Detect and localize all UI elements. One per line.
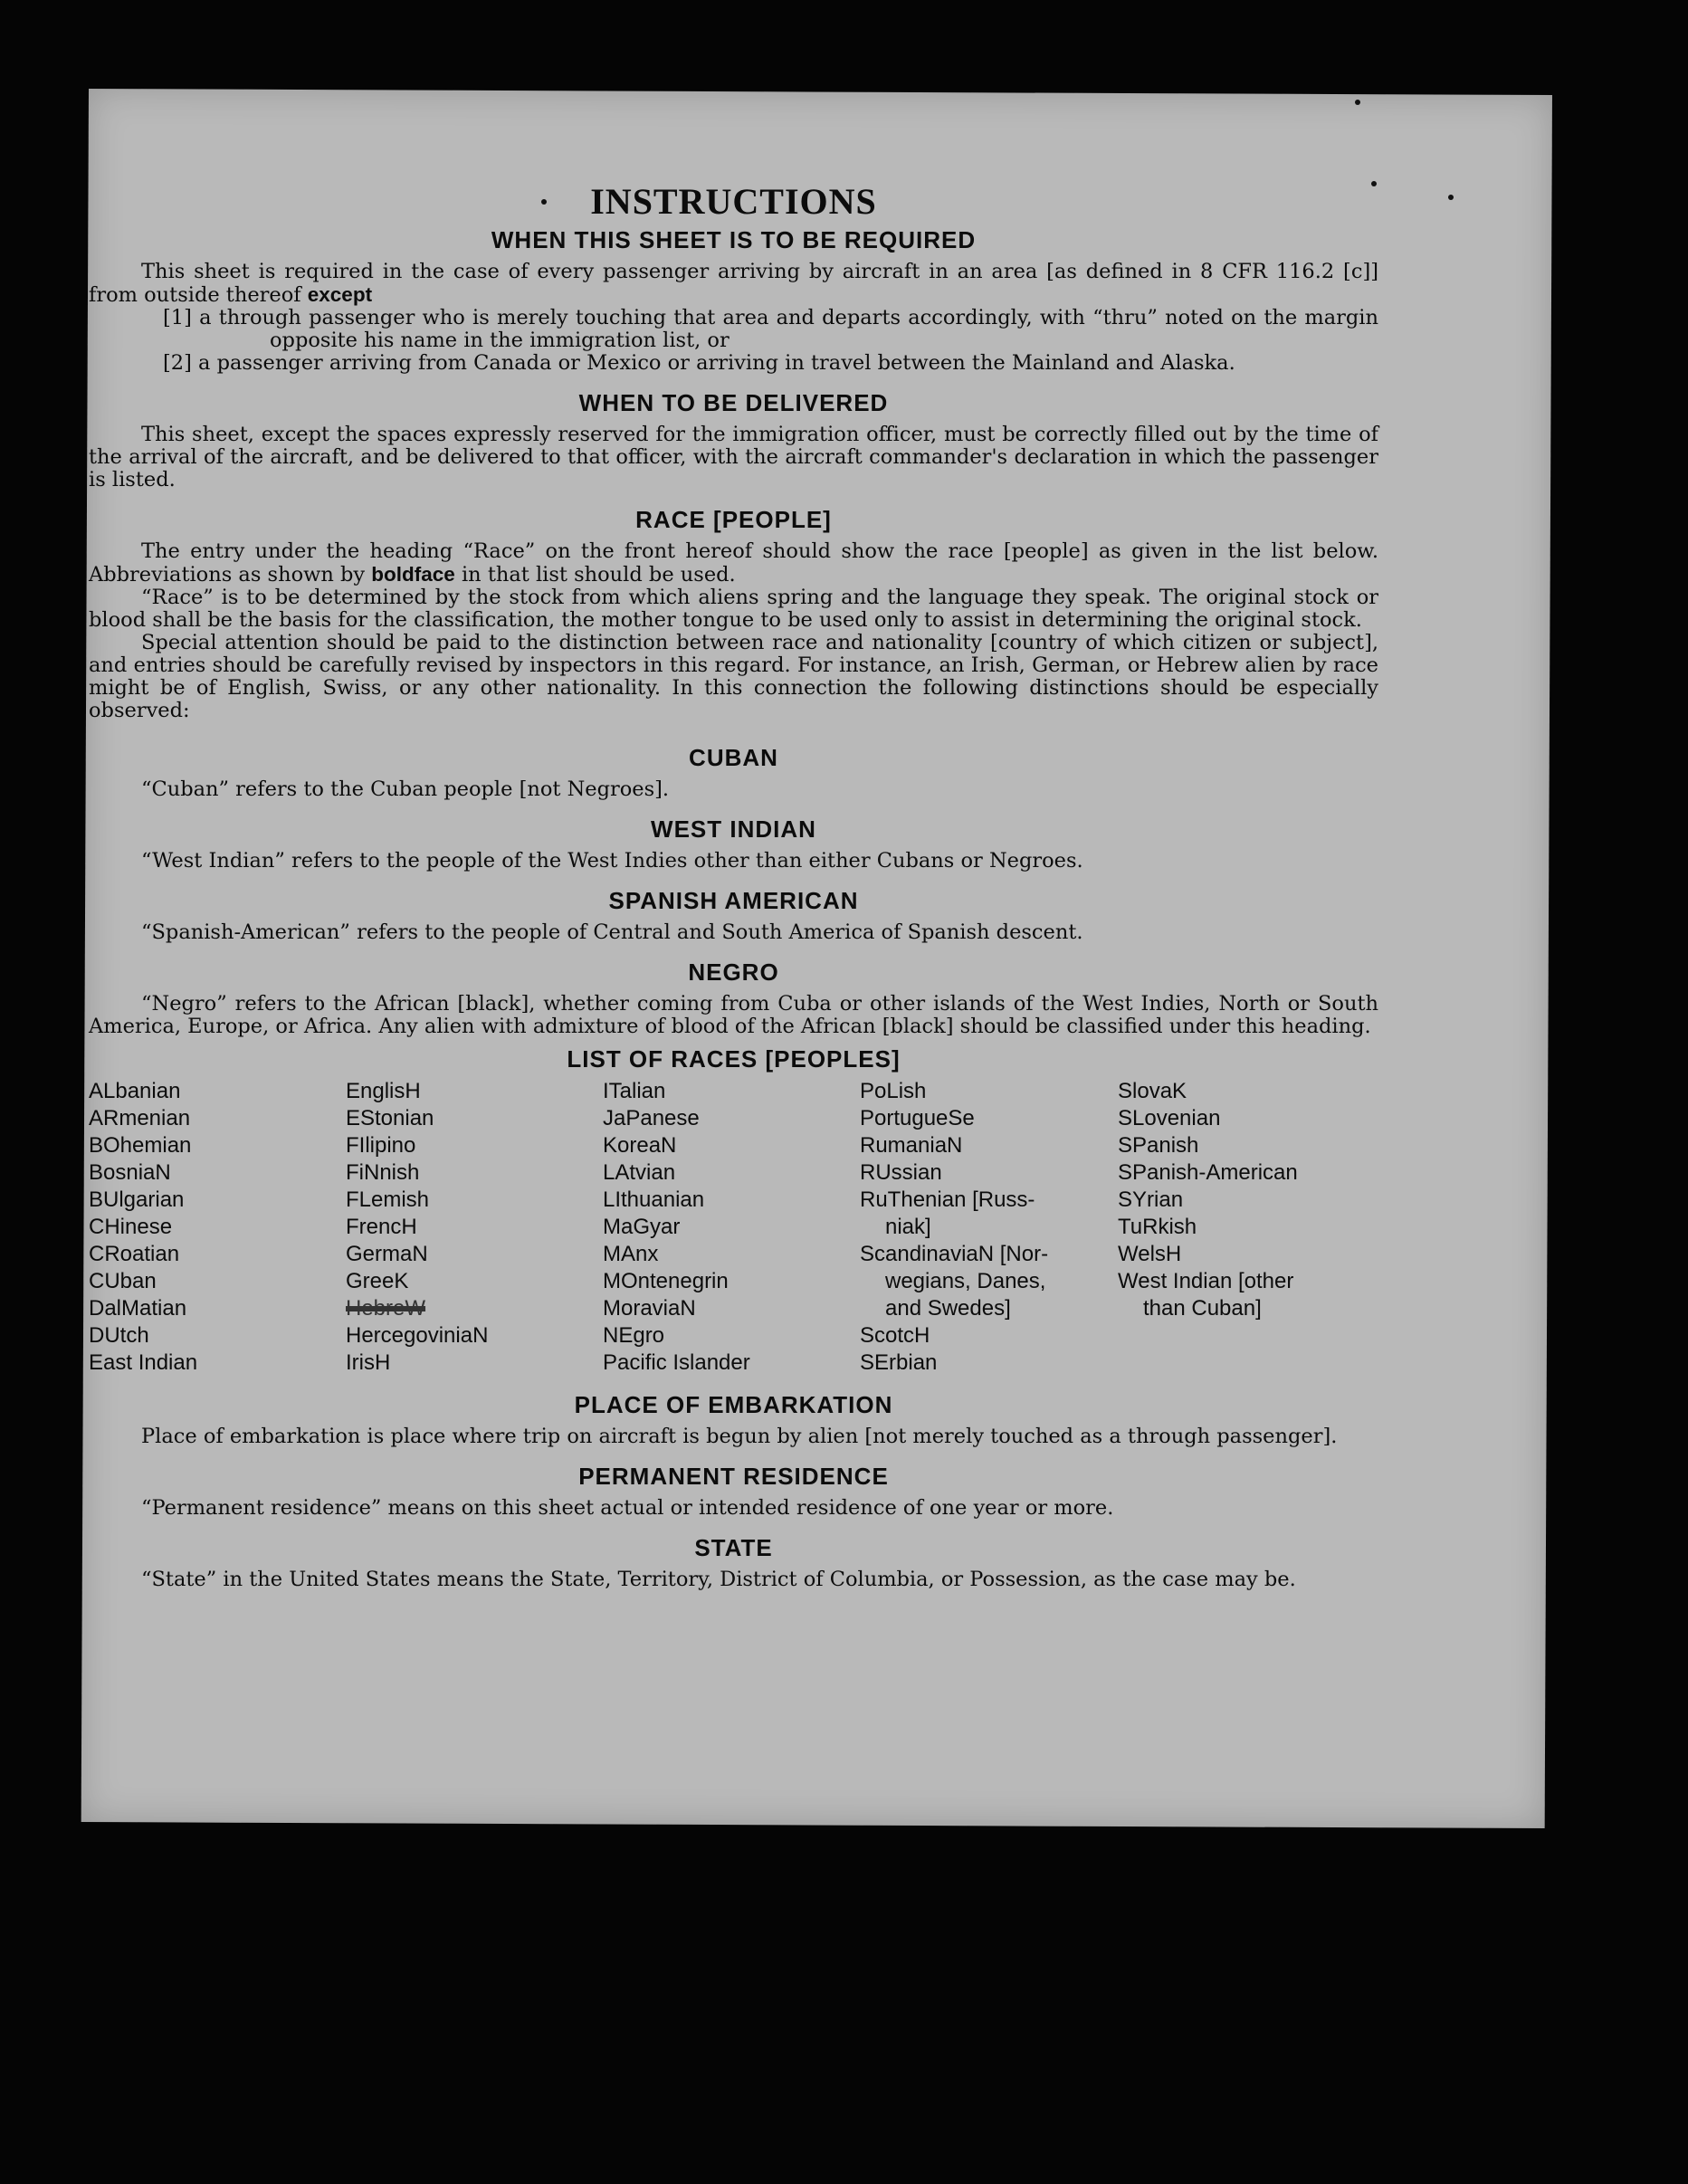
races-column-2: [346, 1078, 603, 1377]
race-entry: FrencH: [346, 1215, 417, 1239]
race-entry: SPanish-American: [1118, 1160, 1298, 1185]
race-entry: niak]: [885, 1215, 931, 1239]
state-text: “State” in the United States means the State, Territory, District of Columbia, or Possession, as the case may be.: [141, 1568, 1296, 1591]
race-p1-boldface: boldface: [371, 563, 455, 586]
race-entry: CHinese: [89, 1215, 173, 1239]
cuban-text: “Cuban” refers to the Cuban people [not Negroes].: [141, 777, 670, 801]
required-item-2: [2] a passenger arriving from Canada or Mexico or arriving in travel between the Mainland and Alaska.: [163, 351, 1235, 375]
races-column-1: [89, 1078, 346, 1377]
race-entry: SLovenian: [1118, 1106, 1221, 1130]
race-entry: FIlipino: [346, 1133, 416, 1158]
race-entry: East Indian: [89, 1350, 198, 1375]
race-entry: BUlgarian: [89, 1187, 185, 1212]
race-entry: wegians, Danes,: [885, 1269, 1046, 1293]
residence-text: “Permanent residence” means on this sheet actual or intended residence of one year or more.: [141, 1496, 1114, 1520]
races-column-3: [603, 1078, 860, 1377]
race-entry: IrisH: [346, 1350, 391, 1375]
race-entry: PortugueSe: [860, 1106, 975, 1130]
negro-text: “Negro” refers to the African [black], whether coming from Cuba or other islands of the West Indies, North or South America, Europe, or Africa. Any alien with admixture of blood of the African [black] should be classified under this heading.: [89, 992, 1378, 1038]
race-entry: MOntenegrin: [603, 1269, 729, 1293]
race-entry: RuThenian [Russ-: [860, 1187, 1035, 1212]
race-entry: CUban: [89, 1269, 157, 1293]
race-entry: DalMatian: [89, 1296, 187, 1321]
race-paragraph-2: “Race” is to be determined by the stock from which aliens spring and the language they speak. The original stock or blood shall be the basis for the classification, the mother tongue to be used only to assist in determining the original stock.: [89, 586, 1378, 632]
race-entry: SErbian: [860, 1350, 938, 1375]
heading-negro: NEGRO: [688, 958, 779, 986]
race-entry: NEgro: [603, 1323, 665, 1348]
scan-speck: [1448, 195, 1454, 200]
race-entry: BosniaN: [89, 1160, 171, 1185]
race-entry: RUssian: [860, 1160, 942, 1185]
race-entry: MoraviaN: [603, 1296, 696, 1321]
race-entry: RumaniaN: [860, 1133, 963, 1158]
west-indian-text: “West Indian” refers to the people of the West Indies other than either Cubans or Negroes.: [141, 849, 1083, 873]
race-entry: JaPanese: [603, 1106, 700, 1130]
race-entry: ARmenian: [89, 1106, 191, 1130]
races-column-5: [1118, 1078, 1378, 1377]
race-entry: West Indian [other: [1118, 1269, 1294, 1293]
race-entry: SPanish: [1118, 1133, 1199, 1158]
race-entry: CRoatian: [89, 1242, 180, 1266]
race-entry: GermaN: [346, 1242, 428, 1266]
race-p1-text: The entry under the heading “Race” on the front hereof should show the race [people] as given in the list below. Abbreviations as shown by: [89, 539, 1378, 587]
race-entry: SlovaK: [1118, 1079, 1187, 1103]
race-entry: SYrian: [1118, 1187, 1184, 1212]
race-paragraph-3: Special attention should be paid to the distinction between race and nationality [country of which citizen or subject], and entries should be carefully revised by inspectors in this regard. For instance, an Irish, German, or Hebrew alien by race might be of English, Swiss, or any other nationality. In this connection the following distinctions should be especially observed:: [89, 631, 1378, 722]
heading-cuban: CUBAN: [689, 744, 778, 771]
heading-state: STATE: [694, 1534, 773, 1561]
race-entry: FiNnish: [346, 1160, 420, 1185]
race-entry: GreeK: [346, 1269, 409, 1293]
race-entry: EStonian: [346, 1106, 434, 1130]
races-column-4: [860, 1078, 1118, 1377]
race-entry: LAtvian: [603, 1160, 676, 1185]
race-p1-text-end: in that list should be used.: [461, 563, 736, 587]
delivered-text: This sheet, except the spaces expressly reserved for the immigration officer, must be correctly filled out by the time of the arrival of the aircraft, and be delivered to that officer, with the aircraft commander's declaration in which the passenger is listed.: [89, 423, 1378, 491]
spanish-american-text: “Spanish-American” refers to the people of Central and South America of Spanish descent.: [141, 920, 1083, 944]
race-entry: ScandinaviaN [Nor-: [860, 1242, 1049, 1266]
heading-west-indian: WEST INDIAN: [651, 815, 816, 843]
races-list: [89, 1078, 1378, 1377]
race-entry: ScotcH: [860, 1323, 930, 1348]
heading-when-required: WHEN THIS SHEET IS TO BE REQUIRED: [491, 226, 977, 253]
race-entry: ALbanian: [89, 1079, 181, 1103]
race-entry: and Swedes]: [885, 1296, 1011, 1321]
heading-permanent-residence: PERMANENT RESIDENCE: [578, 1463, 889, 1490]
race-entry: EnglisH: [346, 1079, 421, 1103]
race-entry: MaGyar: [603, 1215, 681, 1239]
required-intro-text: This sheet is required in the case of every passenger arriving by aircraft in an area [as defined in 8 CFR 116.2 [c]] from outside thereof: [89, 260, 1378, 307]
race-entry: MAnx: [603, 1242, 659, 1266]
race-entry: HercegoviniaN: [346, 1323, 489, 1348]
instructions-content: [89, 89, 1378, 1591]
race-entry: BOhemian: [89, 1133, 192, 1158]
page-title: INSTRUCTIONS: [590, 181, 877, 222]
heading-list-of-races: LIST OF RACES [PEOPLES]: [567, 1045, 901, 1073]
race-entry: WelsH: [1118, 1242, 1182, 1266]
race-entry: TuRkish: [1118, 1215, 1197, 1239]
required-item-1: [1] a through passenger who is merely touching that area and departs accordingly, with “thru” noted on the margin opposite his name in the immigration list, or: [163, 306, 1378, 352]
race-paragraph-1: [89, 540, 1378, 587]
race-entry: ITalian: [603, 1079, 666, 1103]
heading-when-delivered: WHEN TO BE DELIVERED: [578, 389, 889, 416]
race-entry: than Cuban]: [1143, 1296, 1262, 1321]
heading-race: RACE [PEOPLE]: [635, 506, 832, 533]
race-entry: PoLish: [860, 1079, 927, 1103]
race-entry: LIthuanian: [603, 1187, 705, 1212]
race-entry: Pacific Islander: [603, 1350, 750, 1375]
required-except-word: except: [307, 283, 373, 306]
embarkation-text: Place of embarkation is place where trip on aircraft is begun by alien [not merely touched as a through passenger].: [141, 1425, 1338, 1448]
heading-spanish-american: SPANISH AMERICAN: [608, 887, 859, 914]
race-entry: KoreaN: [603, 1133, 677, 1158]
race-entry: FLemish: [346, 1187, 430, 1212]
race-entry-struck: HebreW: [346, 1296, 426, 1321]
required-intro: [89, 261, 1378, 307]
heading-place-of-embarkation: PLACE OF EMBARKATION: [574, 1391, 893, 1418]
race-entry: DUtch: [89, 1323, 149, 1348]
